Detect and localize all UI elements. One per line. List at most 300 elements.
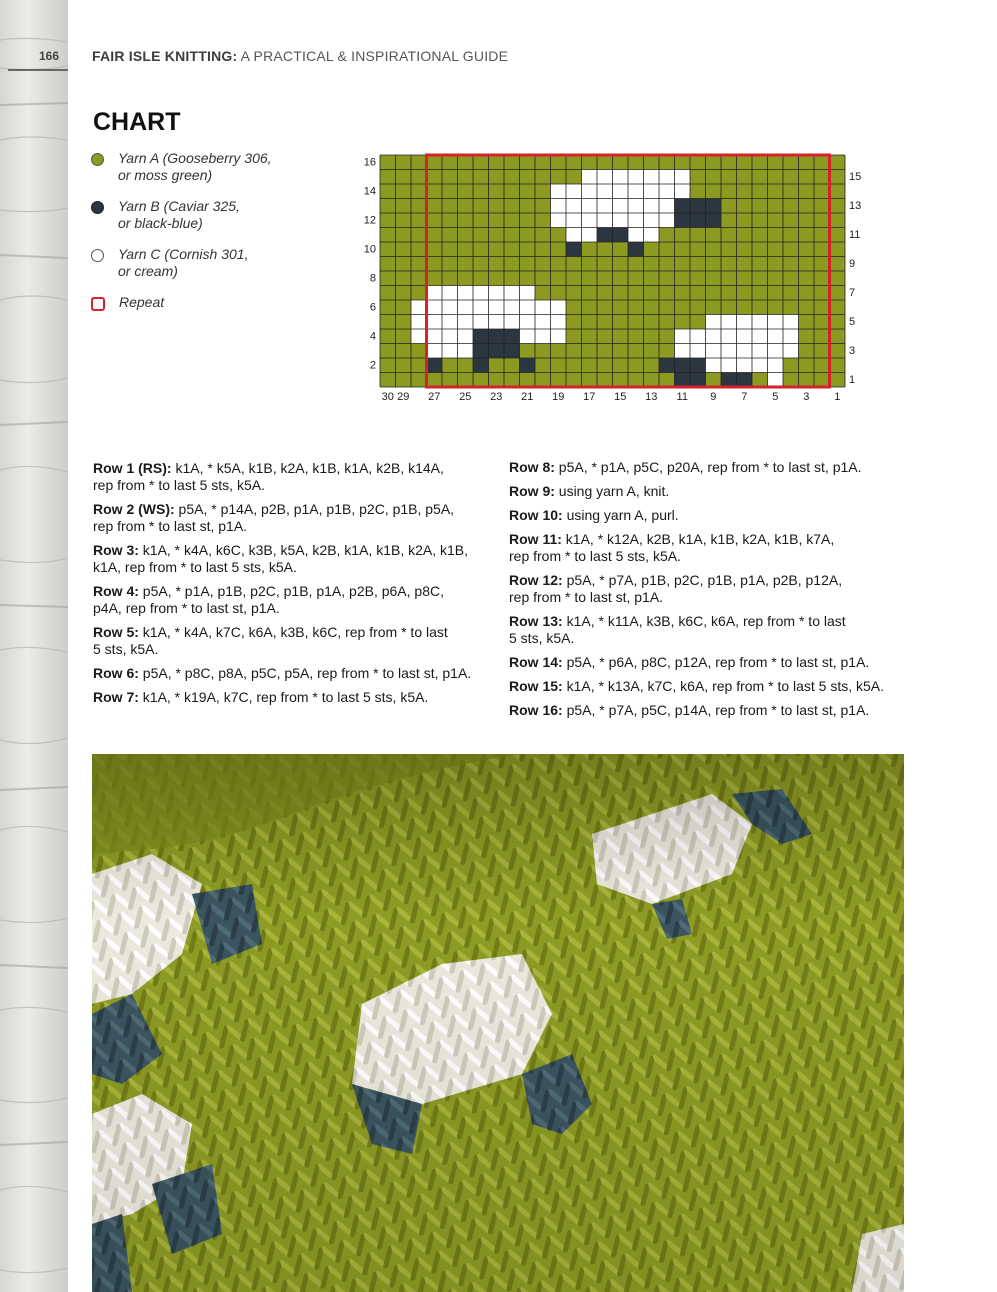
chart-cell: [613, 344, 629, 359]
row-label: 2: [369, 359, 376, 372]
row-label: 10: [363, 243, 376, 256]
chart-cell: [752, 213, 768, 228]
chart-cell: [613, 329, 629, 344]
chart-cell: [442, 199, 458, 214]
chart-cell: [473, 286, 489, 301]
row-5-label: Row 5:: [93, 624, 139, 640]
chart-cell: [520, 358, 536, 373]
chart-cell: [396, 242, 412, 257]
chart-cell: [458, 257, 474, 272]
chart-cell: [830, 329, 846, 344]
legend-item-yarn-a: [91, 150, 272, 184]
chart-cell: [752, 228, 768, 243]
chart-cell: [783, 199, 799, 214]
chart-cell: [566, 286, 582, 301]
chart-cell: [675, 242, 691, 257]
chart-cell: [535, 286, 551, 301]
chart-cell: [644, 329, 660, 344]
chart-cell: [411, 257, 427, 272]
chart-cell: [659, 373, 675, 388]
chart-cell: [659, 199, 675, 214]
row-3-text-2: k1A, rep from * to last 5 sts, k5A.: [93, 559, 297, 575]
chart-cell: [442, 329, 458, 344]
chart-cell: [675, 286, 691, 301]
chart-cell: [659, 184, 675, 199]
chart-cell: [489, 213, 505, 228]
chart-cell: [442, 315, 458, 330]
row-6-text-1: p5A, * p8C, p8A, p5C, p5A, rep from * to last st, p1A.: [138, 665, 472, 681]
chart-cell: [783, 300, 799, 315]
chart-cell: [427, 271, 443, 286]
chart-cell: [752, 184, 768, 199]
chart-cell: [690, 242, 706, 257]
row-16-label: Row 16:: [509, 702, 563, 718]
row-8-instruction: [509, 459, 862, 476]
chart-cell: [814, 286, 830, 301]
chart-cell: [473, 199, 489, 214]
chart-cell: [721, 329, 737, 344]
chart-cell: [768, 199, 784, 214]
chart-cell: [690, 315, 706, 330]
chart-cell: [396, 199, 412, 214]
chart-cell: [597, 286, 613, 301]
column-label: 30: [381, 391, 394, 403]
chart-cell: [613, 373, 629, 388]
chart-cell: [644, 170, 660, 185]
chart-cell: [504, 184, 520, 199]
chart-cell: [597, 358, 613, 373]
chart-cell: [551, 358, 567, 373]
chart-cell: [613, 213, 629, 228]
chart-cell: [411, 155, 427, 170]
chart-cell: [721, 213, 737, 228]
chart-cell: [489, 242, 505, 257]
chart-cell: [690, 286, 706, 301]
chart-cell: [628, 344, 644, 359]
chart-cell: [690, 257, 706, 272]
chart-cell: [613, 155, 629, 170]
chart-cell: [768, 329, 784, 344]
chart-cell: [752, 300, 768, 315]
row-5-text-1: k1A, * k4A, k7C, k6A, k3B, k6C, rep from * to last: [138, 624, 448, 640]
chart-cell: [737, 344, 753, 359]
chart-cell: [706, 271, 722, 286]
chart-cell: [380, 300, 396, 315]
chart-cell: [659, 155, 675, 170]
book-title-bold: FAIR ISLE KNITTING:: [92, 48, 238, 64]
chart-cell: [799, 373, 815, 388]
chart-cell: [566, 300, 582, 315]
row-label: 1: [849, 373, 856, 386]
chart-cell: [597, 300, 613, 315]
column-label: 11: [676, 391, 688, 403]
chart-cell: [396, 373, 412, 388]
chart-cell: [489, 344, 505, 359]
chart-cell: [613, 170, 629, 185]
column-label: 17: [583, 391, 596, 403]
legend-yarn-a-line2: or moss green): [118, 167, 213, 183]
chart-cell: [597, 242, 613, 257]
chart-cell: [551, 286, 567, 301]
row-label: 3: [849, 344, 856, 357]
chart-cell: [504, 213, 520, 228]
chart-cell: [551, 315, 567, 330]
chart-cell: [830, 286, 846, 301]
chart-cell: [737, 155, 753, 170]
chart-cell: [752, 242, 768, 257]
chart-cell: [473, 228, 489, 243]
chart-cell: [458, 358, 474, 373]
chart-cell: [380, 373, 396, 388]
chart-cell: [690, 213, 706, 228]
chart-cell: [396, 286, 412, 301]
chart-cell: [489, 300, 505, 315]
chart-cell: [737, 184, 753, 199]
chart-cell: [520, 300, 536, 315]
chart-cell: [706, 170, 722, 185]
chart-cell: [613, 228, 629, 243]
chart-cell: [721, 358, 737, 373]
row-11-label: Row 11:: [509, 531, 562, 547]
chart-cell: [768, 286, 784, 301]
chart-cell: [427, 329, 443, 344]
chart-cell: [504, 199, 520, 214]
chart-cell: [659, 344, 675, 359]
chart-cell: [427, 315, 443, 330]
row-12-text-1: p5A, * p7A, p1B, p2C, p1B, p1A, p2B, p12A,: [562, 572, 843, 588]
chart-cell: [597, 184, 613, 199]
chart-cell: [551, 228, 567, 243]
wood-texture-margin: [0, 0, 68, 1292]
chart-cell: [659, 300, 675, 315]
row-10-text-1: using yarn A, purl.: [562, 507, 679, 523]
chart-cell: [659, 242, 675, 257]
chart-cell: [504, 170, 520, 185]
chart-cell: [814, 271, 830, 286]
chart-cell: [644, 184, 660, 199]
chart-cell: [706, 228, 722, 243]
row-11-instruction: [509, 531, 834, 565]
chart-cell: [783, 373, 799, 388]
chart-cell: [411, 271, 427, 286]
chart-cell: [737, 300, 753, 315]
chart-cell: [551, 213, 567, 228]
row-3-text-1: k1A, * k4A, k6C, k3B, k5A, k2B, k1A, k1B, k2A, k1B,: [138, 542, 469, 558]
chart-cell: [566, 257, 582, 272]
chart-cell: [628, 329, 644, 344]
chart-cell: [535, 213, 551, 228]
chart-cell: [644, 373, 660, 388]
chart-cell: [659, 315, 675, 330]
chart-cell: [706, 257, 722, 272]
chart-cell: [489, 315, 505, 330]
chart-cell: [582, 271, 598, 286]
chart-cell: [442, 170, 458, 185]
chart-cell: [504, 242, 520, 257]
chart-cell: [458, 228, 474, 243]
chart-cell: [721, 286, 737, 301]
chart-cell: [721, 242, 737, 257]
chart-cell: [551, 329, 567, 344]
chart-cell: [473, 271, 489, 286]
chart-cell: [520, 170, 536, 185]
chart-cell: [427, 358, 443, 373]
chart-cell: [690, 300, 706, 315]
row-8-label: Row 8:: [509, 459, 555, 475]
row-4-instruction: [93, 583, 444, 617]
chart-cell: [520, 329, 536, 344]
row-12-text-2: rep from * to last st, p1A.: [509, 589, 664, 605]
chart-cell: [411, 358, 427, 373]
chart-cell: [783, 184, 799, 199]
row-1-instruction: [93, 460, 444, 494]
chart-cell: [504, 329, 520, 344]
chart-cell: [768, 170, 784, 185]
chart-cell: [396, 257, 412, 272]
chart-cell: [675, 228, 691, 243]
chart-cell: [380, 155, 396, 170]
chart-cell: [473, 329, 489, 344]
chart-cell: [644, 286, 660, 301]
chart-cell: [442, 242, 458, 257]
chart-cell: [427, 300, 443, 315]
chart-cell: [814, 242, 830, 257]
chart-cell: [675, 358, 691, 373]
chart-cell: [427, 199, 443, 214]
chart-cell: [396, 155, 412, 170]
chart-cell: [442, 358, 458, 373]
chart-cell: [783, 213, 799, 228]
row-label: 7: [849, 286, 856, 299]
row-label: 14: [363, 185, 376, 198]
chart-cell: [830, 257, 846, 272]
chart-cell: [706, 315, 722, 330]
chart-cell: [582, 329, 598, 344]
chart-cell: [768, 242, 784, 257]
chart-cell: [535, 344, 551, 359]
chart-cell: [535, 329, 551, 344]
chart-cell: [520, 184, 536, 199]
chart-cell: [768, 373, 784, 388]
chart-cell: [535, 373, 551, 388]
chart-cell: [752, 170, 768, 185]
chart-cell: [504, 344, 520, 359]
chart-cell: [566, 184, 582, 199]
chart-cell: [520, 242, 536, 257]
row-label: 4: [369, 330, 376, 343]
chart-cell: [644, 199, 660, 214]
row-6-label: Row 6:: [93, 665, 139, 681]
chart-cell: [411, 199, 427, 214]
chart-cell: [737, 170, 753, 185]
chart-cell: [783, 257, 799, 272]
chart-cell: [411, 344, 427, 359]
chart-cell: [690, 373, 706, 388]
chart-cell: [737, 315, 753, 330]
chart-cell: [597, 155, 613, 170]
column-label: 27: [428, 391, 441, 403]
chart-cell: [799, 228, 815, 243]
row-15-label: Row 15:: [509, 678, 563, 694]
chart-cell: [458, 286, 474, 301]
chart-cell: [675, 344, 691, 359]
row-5-instruction: [93, 624, 448, 658]
chart-cell: [799, 199, 815, 214]
row-4-label: Row 4:: [93, 583, 139, 599]
legend-yarn-c-line2: or cream): [118, 263, 178, 279]
chart-cell: [489, 155, 505, 170]
chart-cell: [551, 344, 567, 359]
chart-cell: [783, 329, 799, 344]
chart-cell: [613, 315, 629, 330]
chart-cell: [396, 170, 412, 185]
chart-cell: [411, 315, 427, 330]
chart-cell: [830, 300, 846, 315]
chart-cell: [582, 358, 598, 373]
chart-cell: [566, 358, 582, 373]
chart-cell: [814, 257, 830, 272]
chart-cell: [768, 257, 784, 272]
chart-cell: [504, 315, 520, 330]
chart-cell: [644, 213, 660, 228]
column-label: 3: [803, 391, 810, 403]
chart-cell: [582, 155, 598, 170]
chart-cell: [396, 184, 412, 199]
chart-cell: [613, 358, 629, 373]
chart-cell: [737, 199, 753, 214]
row-10-instruction: [509, 507, 679, 524]
chart-cell: [473, 184, 489, 199]
chart-cell: [504, 286, 520, 301]
chart-cell: [752, 257, 768, 272]
chart-cell: [675, 329, 691, 344]
row-12-label: Row 12:: [509, 572, 563, 588]
chart-cell: [582, 286, 598, 301]
chart-cell: [458, 155, 474, 170]
chart-cell: [613, 257, 629, 272]
chart-cell: [458, 184, 474, 199]
knitted-swatch-photo: [92, 754, 904, 1292]
chart-cell: [535, 315, 551, 330]
chart-cell: [752, 358, 768, 373]
row-10-label: Row 10:: [509, 507, 563, 523]
chart-cell: [814, 170, 830, 185]
chart-cell: [504, 228, 520, 243]
chart-cell: [489, 170, 505, 185]
row-label: 5: [849, 315, 856, 328]
column-label: 5: [772, 391, 779, 403]
chart-cell: [582, 184, 598, 199]
chart-cell: [504, 271, 520, 286]
chart-cell: [535, 242, 551, 257]
chart-cell: [473, 373, 489, 388]
chart-cell: [380, 228, 396, 243]
chart-cell: [752, 199, 768, 214]
chart-cell: [768, 155, 784, 170]
chart-cell: [582, 170, 598, 185]
chart-cell: [752, 329, 768, 344]
chart-cell: [473, 257, 489, 272]
chart-cell: [380, 286, 396, 301]
row-label: 8: [369, 272, 376, 285]
running-header: [92, 48, 508, 64]
chart-cell: [411, 242, 427, 257]
chart-cell: [396, 300, 412, 315]
chart-cell: [783, 155, 799, 170]
row-6-instruction: [93, 665, 471, 682]
chart-cell: [427, 228, 443, 243]
chart-cell: [427, 155, 443, 170]
chart-cell: [566, 271, 582, 286]
chart-cell: [597, 199, 613, 214]
chart-cell: [830, 358, 846, 373]
chart-cell: [706, 286, 722, 301]
chart-cell: [551, 300, 567, 315]
chart-cell: [458, 170, 474, 185]
chart-cell: [582, 213, 598, 228]
chart-right-row-labels: [849, 171, 861, 386]
chart-cell: [830, 373, 846, 388]
chart-cell: [628, 271, 644, 286]
chart-cell: [380, 329, 396, 344]
chart-cell: [799, 170, 815, 185]
chart-cell: [396, 358, 412, 373]
repeat-swatch: [91, 297, 105, 311]
row-7-instruction: [93, 689, 428, 706]
chart-cell: [675, 300, 691, 315]
chart-cell: [768, 213, 784, 228]
chart-cell: [582, 373, 598, 388]
chart-cell: [721, 155, 737, 170]
chart-cell: [473, 344, 489, 359]
chart-cell: [830, 228, 846, 243]
chart-cell: [473, 242, 489, 257]
chart-cell: [721, 199, 737, 214]
chart-cell: [613, 184, 629, 199]
page-number: 166: [39, 49, 60, 63]
chart-cell: [675, 373, 691, 388]
chart-cell: [551, 184, 567, 199]
chart-cell: [814, 315, 830, 330]
chart-cell: [411, 228, 427, 243]
chart-cell: [582, 257, 598, 272]
chart-cell: [721, 373, 737, 388]
chart-cell: [535, 257, 551, 272]
chart-cell: [706, 242, 722, 257]
chart-cell: [799, 155, 815, 170]
chart-cell: [706, 199, 722, 214]
chart-cell: [814, 344, 830, 359]
chart-cell: [380, 213, 396, 228]
chart-cell: [520, 344, 536, 359]
chart-cell: [675, 170, 691, 185]
chart-cell: [768, 271, 784, 286]
chart-cell: [783, 344, 799, 359]
legend-item-yarn-c: [91, 246, 248, 280]
chart-cell: [458, 315, 474, 330]
chart-cell: [380, 242, 396, 257]
chart-cell: [752, 315, 768, 330]
legend-item-yarn-b: [91, 198, 240, 232]
chart-cell: [659, 329, 675, 344]
chart-cell: [380, 199, 396, 214]
chart-cell: [675, 271, 691, 286]
column-label: 29: [397, 391, 410, 403]
chart-cell: [675, 315, 691, 330]
chart-cell: [411, 286, 427, 301]
yarn-b-swatch: [91, 201, 104, 214]
chart-cell: [520, 373, 536, 388]
